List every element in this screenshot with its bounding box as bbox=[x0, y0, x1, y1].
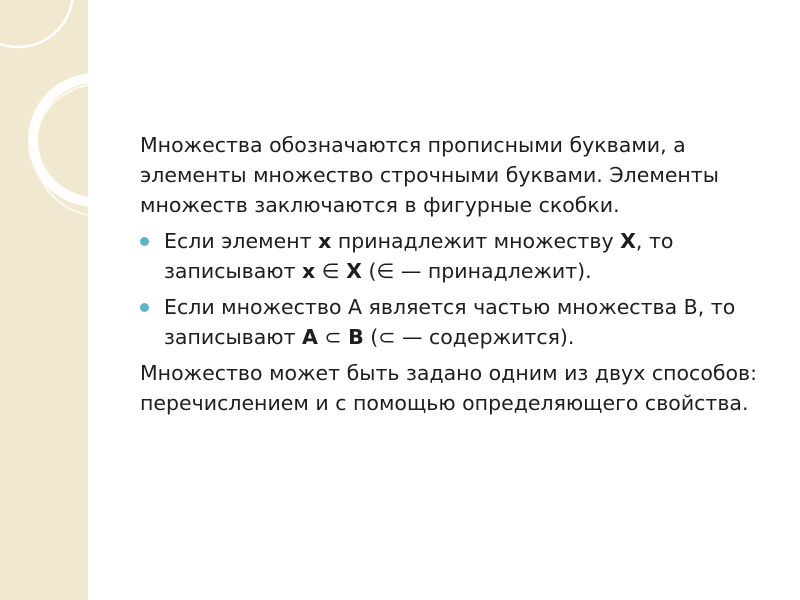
expr-set: X bbox=[346, 259, 362, 283]
bullet1-text-2: принадлежит множеству bbox=[331, 229, 621, 253]
bullet2-text-1: Если множество А является частью множества В, то записывают bbox=[164, 295, 736, 349]
bullet-membership bbox=[140, 226, 780, 286]
bullet-dot-icon bbox=[140, 237, 149, 246]
bullet2-text-2: (⊂ — содержится). bbox=[363, 325, 575, 349]
expr-element: x bbox=[302, 259, 316, 283]
expr-subset-symbol: ⊂ bbox=[317, 325, 349, 349]
element-x: x bbox=[318, 229, 332, 253]
side-band bbox=[0, 0, 88, 600]
expr-in-symbol: ∈ bbox=[315, 259, 347, 283]
intro-paragraph: Множества обозначаются прописными буквами, а элементы множество строчными буквами. Элементы множеств заключаются в фигурные скобки. bbox=[140, 133, 719, 217]
bullet1-text-1: Если элемент bbox=[164, 229, 319, 253]
bullet-dot-icon bbox=[140, 303, 149, 312]
expr-set-b: В bbox=[348, 325, 364, 349]
bullet-subset bbox=[140, 292, 780, 352]
outro-paragraph: Множество может быть задано одним из двух способов: перечислением и с помощью определяющего свойства. bbox=[140, 361, 758, 415]
bullet1-text-4: (∈ — принадлежит). bbox=[361, 259, 592, 283]
slide-body bbox=[140, 130, 780, 424]
set-x: X bbox=[620, 229, 636, 253]
expr-set-a: А bbox=[302, 325, 318, 349]
bullet1-text-3: , то записывают bbox=[164, 229, 674, 283]
